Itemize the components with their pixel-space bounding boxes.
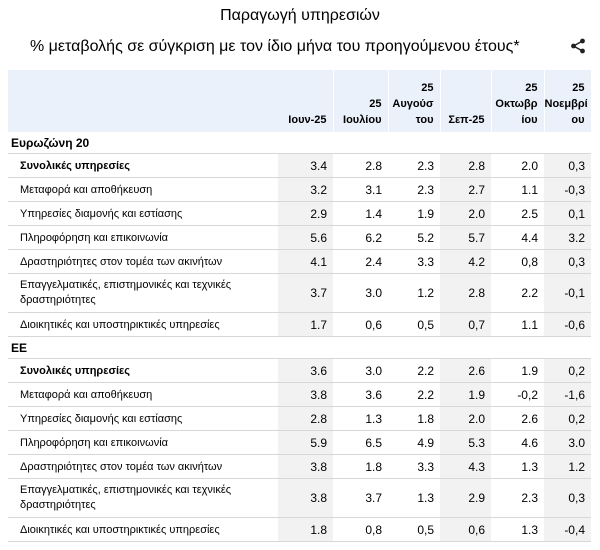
column-header-line2: Σεπ-25 bbox=[448, 114, 485, 126]
cell-value: 2.8 bbox=[440, 274, 491, 313]
cell-value: 0,2 bbox=[544, 407, 591, 431]
cell-value: 0,6 bbox=[440, 518, 491, 542]
cell-value: 2.7 bbox=[440, 178, 491, 202]
table-row bbox=[8, 202, 591, 226]
cell-value: 4.1 bbox=[278, 250, 333, 274]
cell-value: 2.5 bbox=[491, 202, 544, 226]
table-row bbox=[8, 274, 591, 313]
group-name: Ευρωζώνη 20 bbox=[8, 132, 591, 154]
cell-value: 2.2 bbox=[388, 359, 440, 383]
page-title: Παραγωγή υπηρεσιών bbox=[220, 7, 380, 24]
table-row bbox=[8, 383, 591, 407]
cell-value: 1.9 bbox=[491, 359, 544, 383]
cell-value: 2.2 bbox=[491, 274, 544, 313]
cell-value: 5.3 bbox=[440, 431, 491, 455]
column-header-line1: 25 bbox=[421, 82, 434, 94]
cell-value: 3.3 bbox=[388, 250, 440, 274]
cell-value: 5.6 bbox=[278, 226, 333, 250]
cell-value: 1.1 bbox=[491, 178, 544, 202]
cell-value: 2.3 bbox=[491, 479, 544, 518]
row-label: Μεταφορά και αποθήκευση bbox=[8, 383, 278, 407]
table-row bbox=[8, 226, 591, 250]
table-row bbox=[8, 431, 591, 455]
cell-value: 0,5 bbox=[388, 518, 440, 542]
row-label: Μεταφορά και αποθήκευση bbox=[8, 178, 278, 202]
row-label: Επαγγελματικές, επιστημονικές και τεχνικές δραστηριότητες bbox=[8, 479, 278, 518]
column-header bbox=[440, 70, 491, 132]
table-row bbox=[8, 313, 591, 337]
cell-value: 4.9 bbox=[388, 431, 440, 455]
cell-value: 0,3 bbox=[544, 479, 591, 518]
column-header-line2: Νοεμβρί ου bbox=[544, 98, 588, 126]
cell-value: -0,6 bbox=[544, 313, 591, 337]
cell-value: 2.0 bbox=[491, 154, 544, 178]
cell-value: 1.3 bbox=[491, 518, 544, 542]
cell-value: 3.1 bbox=[333, 178, 388, 202]
column-header-line2: Ιουν-25 bbox=[288, 114, 327, 126]
cell-value: 1.8 bbox=[278, 518, 333, 542]
cell-value: 2.9 bbox=[278, 202, 333, 226]
cell-value: 4.3 bbox=[440, 455, 491, 479]
cell-value: 2.9 bbox=[440, 479, 491, 518]
cell-value: 2.6 bbox=[491, 407, 544, 431]
cell-value: 3.0 bbox=[544, 431, 591, 455]
cell-value: 0,2 bbox=[544, 359, 591, 383]
cell-value: 1.9 bbox=[440, 383, 491, 407]
share-icon[interactable] bbox=[570, 38, 586, 54]
cell-value: 3.6 bbox=[278, 359, 333, 383]
table-header-row bbox=[8, 70, 591, 132]
column-header-line1: 25 bbox=[525, 82, 538, 94]
group-name: ΕΕ bbox=[8, 337, 591, 359]
table-row bbox=[8, 455, 591, 479]
header-corner bbox=[8, 70, 278, 132]
cell-value: 3.8 bbox=[278, 455, 333, 479]
cell-value: 3.4 bbox=[278, 154, 333, 178]
cell-value: 2.2 bbox=[388, 383, 440, 407]
cell-value: 5.9 bbox=[278, 431, 333, 455]
cell-value: 2.0 bbox=[440, 407, 491, 431]
cell-value: 5.2 bbox=[388, 226, 440, 250]
cell-value: 1.2 bbox=[388, 274, 440, 313]
cell-value: 0,5 bbox=[388, 313, 440, 337]
column-header bbox=[388, 70, 440, 132]
table-row bbox=[8, 359, 591, 383]
cell-value: 4.4 bbox=[491, 226, 544, 250]
cell-value: 4.2 bbox=[440, 250, 491, 274]
cell-value: 1.9 bbox=[388, 202, 440, 226]
cell-value: 2.6 bbox=[440, 359, 491, 383]
cell-value: 2.3 bbox=[388, 178, 440, 202]
cell-value: -0,4 bbox=[544, 518, 591, 542]
column-header-line2: Ιουλίου bbox=[343, 114, 382, 126]
cell-value: 3.0 bbox=[333, 359, 388, 383]
row-label: Υπηρεσίες διαμονής και εστίασης bbox=[8, 407, 278, 431]
column-header bbox=[491, 70, 544, 132]
table-body bbox=[8, 132, 591, 542]
row-label: Πληροφόρηση και επικοινωνία bbox=[8, 226, 278, 250]
cell-value: 0,3 bbox=[544, 154, 591, 178]
cell-value: 2.8 bbox=[333, 154, 388, 178]
table-row bbox=[8, 518, 591, 542]
row-label: Υπηρεσίες διαμονής και εστίασης bbox=[8, 202, 278, 226]
cell-value: 0,3 bbox=[544, 250, 591, 274]
cell-value: 3.6 bbox=[333, 383, 388, 407]
group-row bbox=[8, 132, 591, 154]
cell-value: 1.1 bbox=[491, 313, 544, 337]
row-label: Διοικητικές και υποστηρικτικές υπηρεσίες bbox=[8, 518, 278, 542]
cell-value: 3.2 bbox=[278, 178, 333, 202]
page-subtitle: % μεταβολής σε σύγκριση με τον ίδιο μήνα του προηγούμενου έτους* bbox=[30, 38, 520, 55]
cell-value: -0,2 bbox=[491, 383, 544, 407]
table-row bbox=[8, 250, 591, 274]
cell-value: 1.3 bbox=[388, 479, 440, 518]
cell-value: -1,6 bbox=[544, 383, 591, 407]
cell-value: 3.7 bbox=[278, 274, 333, 313]
row-label: Συνολικές υπηρεσίες bbox=[8, 154, 278, 178]
table-row bbox=[8, 178, 591, 202]
column-header bbox=[544, 70, 591, 132]
cell-value: 6.5 bbox=[333, 431, 388, 455]
column-header-line1: 25 bbox=[572, 82, 585, 94]
row-label: Συνολικές υπηρεσίες bbox=[8, 359, 278, 383]
services-table bbox=[8, 70, 592, 542]
cell-value: 0,1 bbox=[544, 202, 591, 226]
cell-value: 0,7 bbox=[440, 313, 491, 337]
cell-value: 0,8 bbox=[333, 518, 388, 542]
cell-value: 2.4 bbox=[333, 250, 388, 274]
row-label: Πληροφόρηση και επικοινωνία bbox=[8, 431, 278, 455]
cell-value: 1.8 bbox=[388, 407, 440, 431]
cell-value: 1.7 bbox=[278, 313, 333, 337]
cell-value: 3.8 bbox=[278, 479, 333, 518]
table-row bbox=[8, 154, 591, 178]
cell-value: -0,1 bbox=[544, 274, 591, 313]
column-header bbox=[333, 70, 388, 132]
cell-value: 3.3 bbox=[388, 455, 440, 479]
column-header-line1: 25 bbox=[369, 98, 382, 110]
column-header-line2: Αυγούσ του bbox=[392, 98, 434, 126]
cell-value: 2.0 bbox=[440, 202, 491, 226]
cell-value: 1.3 bbox=[333, 407, 388, 431]
column-header-line2: Οκτωβρ ίου bbox=[495, 98, 538, 126]
cell-value: 2.8 bbox=[440, 154, 491, 178]
cell-value: 3.2 bbox=[544, 226, 591, 250]
cell-value: -0,3 bbox=[544, 178, 591, 202]
cell-value: 5.7 bbox=[440, 226, 491, 250]
row-label: Δραστηριότητες στον τομέα των ακινήτων bbox=[8, 250, 278, 274]
cell-value: 4.6 bbox=[491, 431, 544, 455]
cell-value: 6.2 bbox=[333, 226, 388, 250]
cell-value: 2.3 bbox=[388, 154, 440, 178]
row-label: Δραστηριότητες στον τομέα των ακινήτων bbox=[8, 455, 278, 479]
cell-value: 2.8 bbox=[278, 407, 333, 431]
table-row bbox=[8, 479, 591, 518]
cell-value: 0,6 bbox=[333, 313, 388, 337]
cell-value: 3.8 bbox=[278, 383, 333, 407]
cell-value: 0,8 bbox=[491, 250, 544, 274]
cell-value: 1.8 bbox=[333, 455, 388, 479]
cell-value: 3.7 bbox=[333, 479, 388, 518]
cell-value: 3.0 bbox=[333, 274, 388, 313]
table-row bbox=[8, 407, 591, 431]
row-label: Επαγγελματικές, επιστημονικές και τεχνικές δραστηριότητες bbox=[8, 274, 278, 313]
cell-value: 1.4 bbox=[333, 202, 388, 226]
group-row bbox=[8, 337, 591, 359]
row-label: Διοικητικές και υποστηρικτικές υπηρεσίες bbox=[8, 313, 278, 337]
cell-value: 1.2 bbox=[544, 455, 591, 479]
column-header bbox=[278, 70, 333, 132]
cell-value: 1.3 bbox=[491, 455, 544, 479]
